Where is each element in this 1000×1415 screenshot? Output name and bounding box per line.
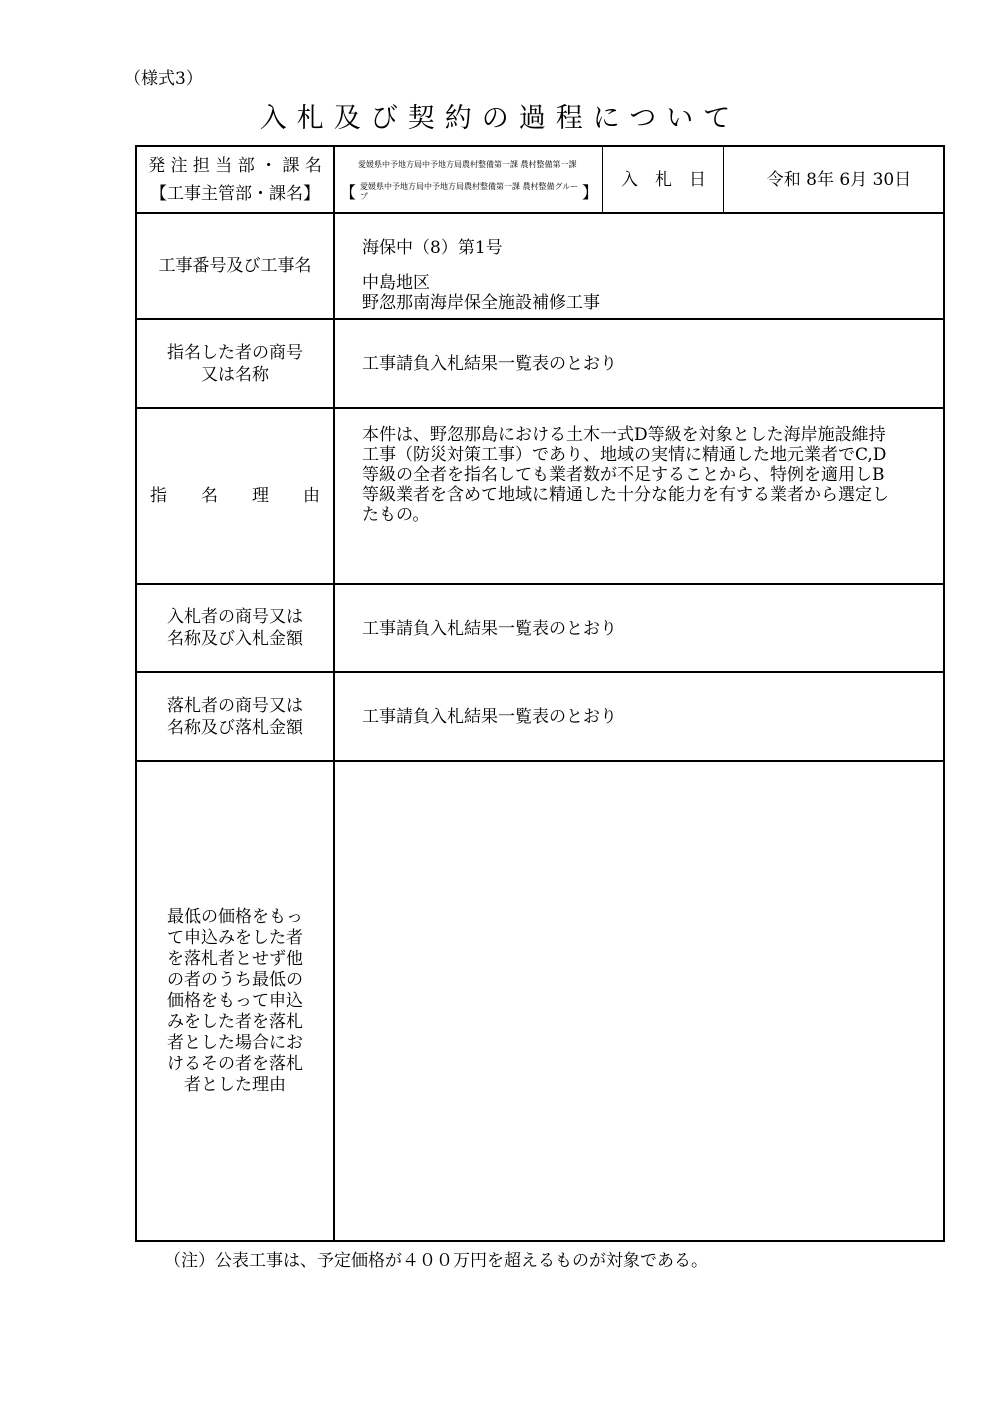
nominee-value: 工事請負入札結果一覧表のとおり — [362, 354, 617, 374]
reason-line: たもの。 — [362, 505, 430, 525]
dept-bracket-open: 【 — [340, 183, 357, 202]
column-divider — [333, 145, 335, 1242]
reason-line: 工事（防災対策工事）であり、地域の実情に精通した地元業者でC,D — [362, 445, 887, 465]
dept-bracket-close: 】 — [581, 183, 598, 202]
lowest-label-line: の者のうち最低の — [167, 969, 303, 990]
winner-label-line2: 名称及び落札金額 — [167, 717, 303, 738]
bidders-label — [137, 585, 333, 671]
dept-label-line2: 【工事主管部・課名】 — [150, 183, 320, 204]
lowest-label-line: 者とした理由 — [184, 1074, 286, 1095]
header-divider-2 — [723, 145, 724, 212]
dept-value-line2: 愛媛県中予地方局中予地方局農村整備第一課 農村整備グループ — [360, 181, 579, 201]
winner-value: 工事請負入札結果一覧表のとおり — [362, 707, 617, 727]
bidders-label-line2: 名称及び入札金額 — [167, 629, 303, 649]
winner-label — [137, 673, 333, 760]
reason-label: 指 名 理 由 — [150, 486, 320, 506]
construction-number: 海保中（8）第1号 — [362, 238, 503, 258]
lowest-label-line: 最低の価格をもっ — [167, 906, 303, 927]
bidders-label-line1: 入札者の商号又は — [167, 607, 303, 627]
bid-date-label: 入 札 日 — [621, 169, 706, 190]
lowest-label-line: 者とした場合にお — [167, 1032, 303, 1053]
reason-line: 等級の全者を指名しても業者数が不足することから、特例を適用しB — [362, 465, 885, 485]
dept-label-line1: 発 注 担 当 部 ・ 課 名 — [148, 155, 322, 176]
reason-line: 本件は、野忽那島における土木一式D等級を対象とした海岸施設維持 — [362, 425, 886, 445]
lowest-label-line: を落札者とせず他 — [167, 948, 303, 969]
footnote: （注）公表工事は、予定価格が４００万円を超えるものが対象である。 — [164, 1251, 708, 1271]
bidders-value: 工事請負入札結果一覧表のとおり — [362, 619, 617, 639]
header-divider-1 — [602, 145, 603, 212]
dept-label — [137, 147, 333, 212]
winner-label-line1: 落札者の商号又は — [167, 695, 303, 716]
bid-date-value: 令和 8年 6月 30日 — [766, 169, 912, 190]
lowest-label-line: 価格をもって申込 — [167, 990, 303, 1011]
construction-name: 野忽那南海岸保全施設補修工事 — [362, 293, 600, 313]
construction-area: 中島地区 — [362, 273, 430, 293]
lowest-reason-label — [137, 762, 333, 1240]
construction-label: 工事番号及び工事名 — [158, 256, 312, 276]
nominee-label-line2: 又は名称 — [201, 364, 269, 385]
lowest-label-line: けるその者を落札 — [167, 1053, 303, 1074]
reason-text — [362, 425, 942, 525]
nominee-label — [137, 320, 333, 407]
lowest-label-line: みをした者を落札 — [167, 1011, 303, 1032]
page-title: 入札及び契約の過程について — [259, 103, 741, 134]
dept-value — [340, 160, 598, 203]
lowest-label-line: て申込みをした者 — [167, 927, 303, 948]
nominee-label-line1: 指名した者の商号 — [167, 342, 303, 363]
reason-line: 等級業者を含めて地域に精通した十分な能力を有する業者から選定し — [362, 485, 889, 505]
dept-value-line1: 愛媛県中予地方局中予地方局農村整備第一課 農村整備第一課 — [358, 160, 577, 169]
form-number-label: （様式3） — [124, 69, 203, 89]
